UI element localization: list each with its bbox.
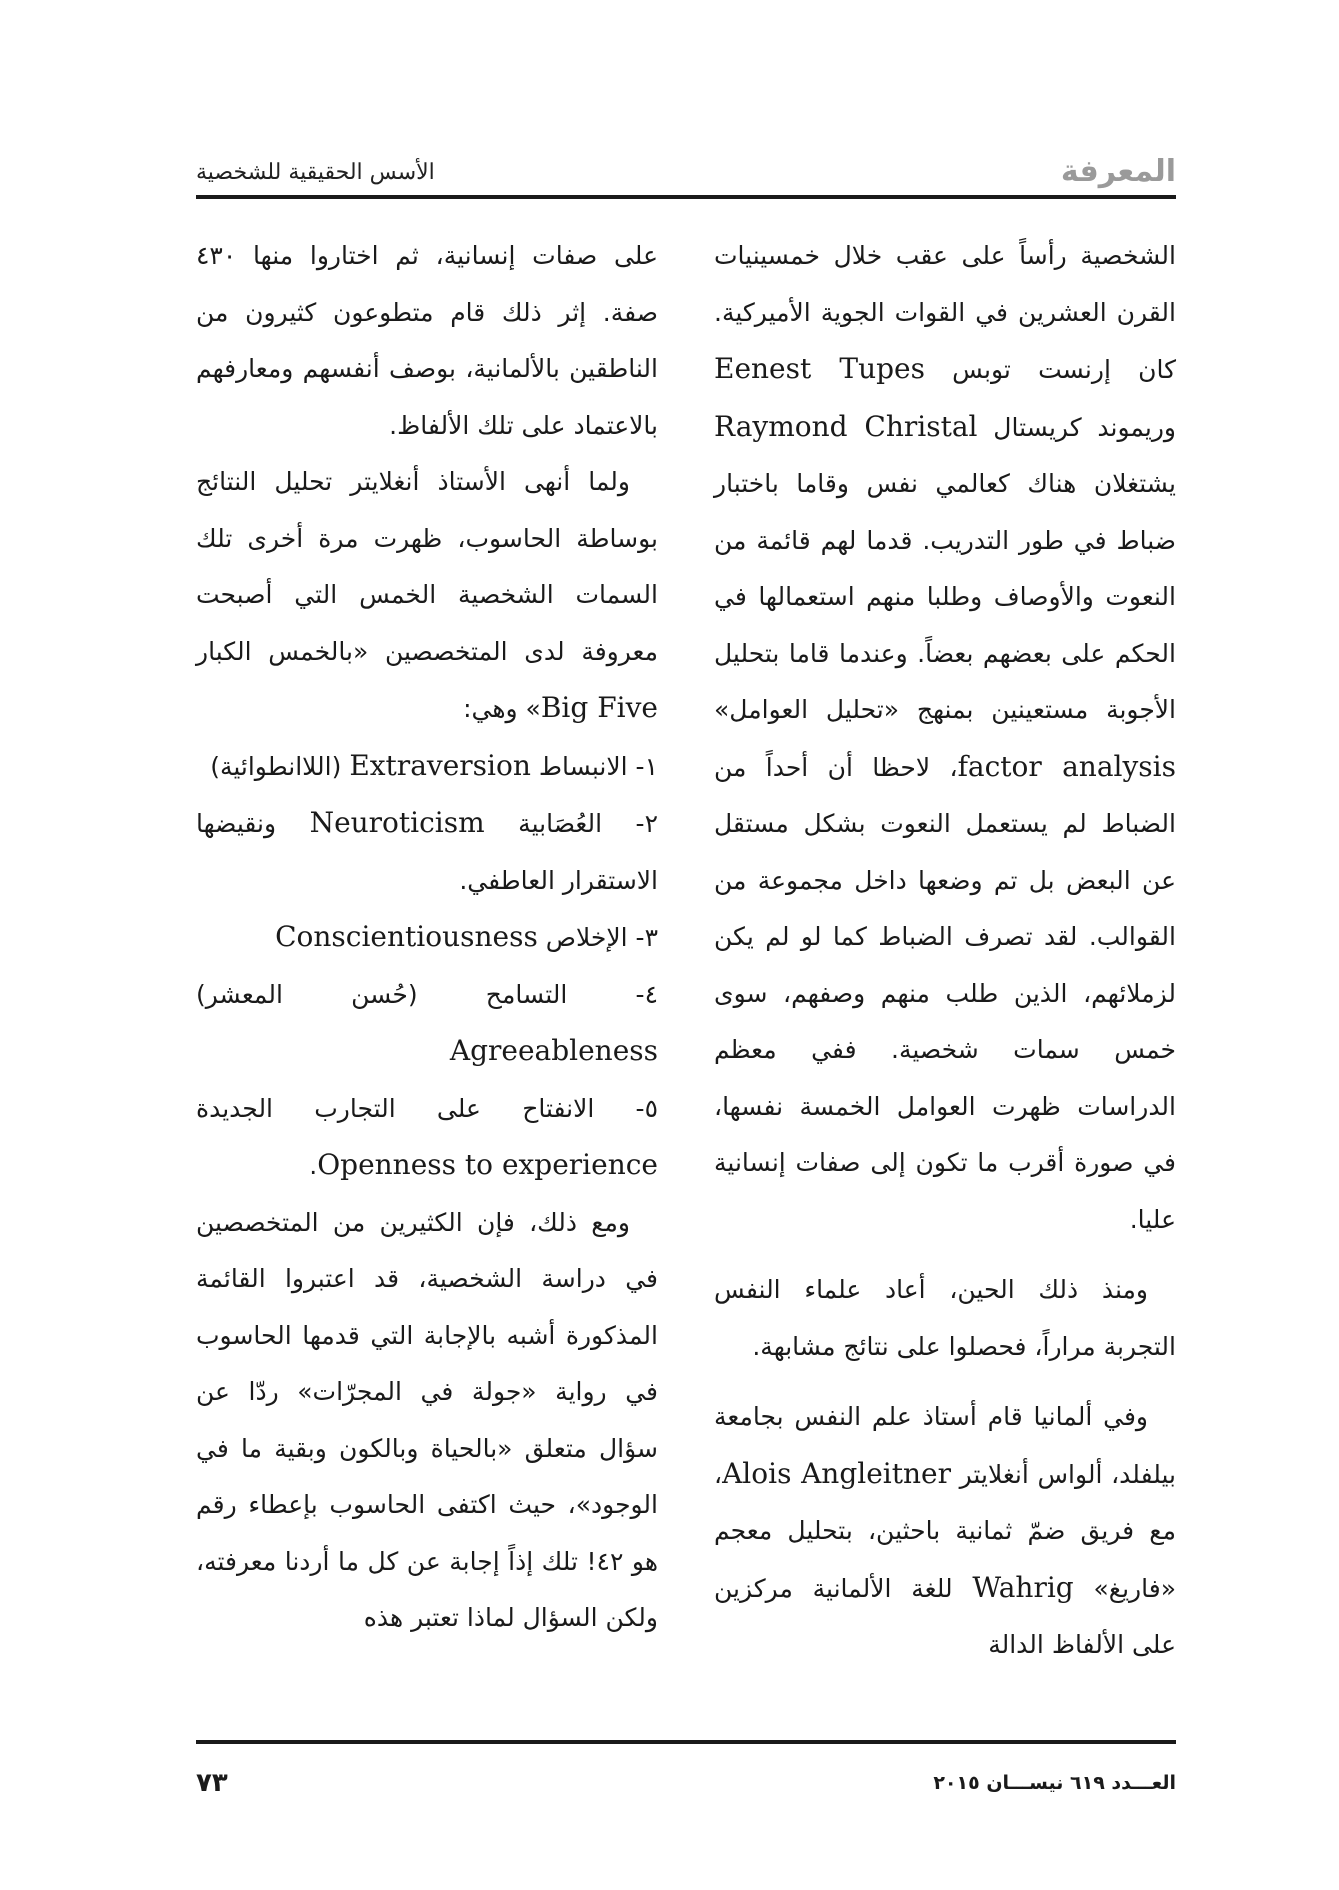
text-run: ٢- العُصَابية bbox=[484, 809, 658, 838]
english-term: Raymond Christal bbox=[714, 409, 978, 443]
text-run: . bbox=[309, 1151, 318, 1180]
english-term: Alois Angleitner bbox=[722, 1456, 951, 1490]
footer-rule bbox=[196, 1740, 1176, 1744]
english-term: Big Five bbox=[540, 691, 658, 724]
list-item bbox=[196, 967, 658, 1081]
english-term: Conscientiousness bbox=[275, 920, 538, 953]
text-run: للغة الألمانية مركزين على الألفاظ الدالة bbox=[714, 1573, 1176, 1659]
paragraph: على صفات إنسانية، ثم اختاروا منها ٤٣٠ صفة. إثر ذلك قام متطوعون كثيرون من الناطقين بالألمانية، بوصف أنفسهم ومعارفهم بالاعتماد على تلك الألفاظ. bbox=[196, 241, 658, 440]
paragraph bbox=[714, 1389, 1176, 1674]
header-rule bbox=[196, 195, 1176, 199]
page-footer bbox=[196, 1768, 1176, 1808]
list-item bbox=[196, 1081, 658, 1195]
english-term: Wahrig bbox=[972, 1570, 1074, 1604]
text-run: ونقيضها الاستقرار العاطفي. bbox=[196, 809, 658, 895]
text-run: ، مع فريق ضمّ ثمانية باحثين، بتحليل معجم «فاريغ» bbox=[714, 1459, 1176, 1603]
text-run: (اللاانطوائية) bbox=[210, 751, 350, 781]
text-run: ٤- التسامح (حُسن المعشر) bbox=[196, 979, 658, 1009]
issue-info: العـــدد ٦١٩ نيســـان ٢٠١٥ bbox=[933, 1772, 1176, 1794]
english-term: Openness to experience bbox=[317, 1148, 658, 1181]
text-run: ولما أنهى الأستاذ أنغلايتر تحليل النتائج بوساطة الحاسوب، ظهرت مرة أخرى تلك السمات الشخصية الخمس التي أصبحت معروفة لدى المتخصصين «بالخمس الكبار bbox=[196, 467, 658, 666]
list-item bbox=[196, 909, 658, 967]
text-run: وريموند كريستال bbox=[977, 412, 1176, 442]
text-run: وفي ألمانيا قام أستاذ علم النفس بجامعة بيلفلد، ألواس أنغلايتر bbox=[714, 1402, 1176, 1489]
magazine-logo: المعرفة bbox=[1060, 154, 1176, 189]
english-term: Eenest Tupes bbox=[714, 352, 925, 385]
paragraph bbox=[714, 228, 1176, 1248]
text-run: ٥- الانفتاح على التجارب الجديدة bbox=[196, 1093, 658, 1123]
right-column bbox=[714, 228, 1176, 1728]
text-run: ٣- الإخلاص bbox=[537, 923, 658, 952]
page-header bbox=[196, 150, 1176, 196]
left-column bbox=[196, 228, 658, 1728]
list-item bbox=[196, 795, 658, 909]
english-term: Agreeableness bbox=[449, 1034, 658, 1067]
paragraph: ومنذ ذلك الحين، أعاد علماء النفس التجربة مراراً، فحصلوا على نتائج مشابهة. bbox=[714, 1275, 1176, 1361]
text-run: ، لاحظا أن أحداً من الضباط لم يستعمل النعوت بشكل مستقل عن البعض بل تم وضعها داخل مجموعة من القوالب. لقد تصرف الضباط كما لو لم يكن لزملائهم، الذين طلب منهم وصفهم، سوى خمس سمات شخصية. ففي معظم الدراسات ظهرت العوامل الخمسة نفسها، في صورة أقرب ما تكون إلى صفات إنسانية عليا. bbox=[714, 752, 1176, 1234]
english-term: Extraversion bbox=[349, 748, 531, 782]
text-run: ١- الانبساط bbox=[530, 751, 658, 781]
paragraph bbox=[196, 454, 658, 738]
text-run: يشتغلان هناك كعالمي نفس وقاما باختبار ضباط في طور التدريب. قدما لهم قائمة من النعوت والأوصاف وطلبا منهم استعمالها في الحكم على بعضهم بعضاً. وعندما قاما بتحليل الأجوبة مستعينين بمنهج «تحليل العوامل» bbox=[714, 469, 1176, 724]
page-number: ٧٣ bbox=[196, 1768, 228, 1798]
text-run: الشخصية رأساً على عقب خلال خمسينيات القرن العشرين في القوات الجوية الأميركية. كان إرنست توبس bbox=[714, 241, 1176, 384]
paragraph: ومع ذلك، فإن الكثيرين من المتخصصين في دراسة الشخصية، قد اعتبروا القائمة المذكورة أشبه بالإجابة التي قدمها الحاسوب في رواية «جولة في المجرّات» ردّا عن سؤال متعلق «بالحياة وبالكون وبقية ما في الوجود»، حيث اكتفى الحاسوب بإعطاء رقم هو ٤٢! تلك إذاً إجابة عن كل ما أردنا معرفته، ولكن السؤال لماذا تعتبر هذه bbox=[196, 1207, 658, 1632]
running-title: الأسس الحقيقية للشخصية bbox=[196, 160, 435, 185]
list-item bbox=[196, 738, 658, 796]
english-term: Neuroticism bbox=[309, 806, 485, 839]
text-run: » وهي: bbox=[463, 694, 541, 723]
english-term: factor analysis bbox=[957, 749, 1176, 783]
